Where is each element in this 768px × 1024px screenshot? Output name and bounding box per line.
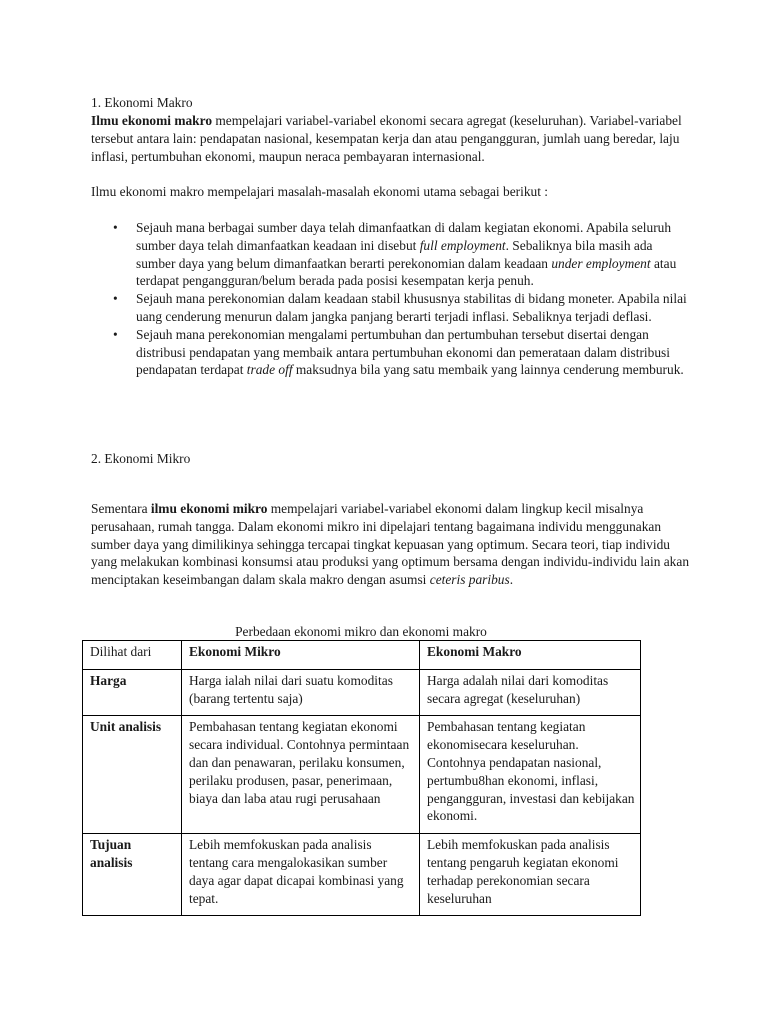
row-header-harga: Harga [83, 669, 182, 716]
term-ilmu-ekonomi-makro: Ilmu ekonomi makro [91, 113, 213, 128]
section-2-paragraph: Sementara ilmu ekonomi mikro mempelajari variabel-variabel ekonomi dalam lingkup kecil misalnya perusahaan, rumah tangga. Dalam ekonomi mikro ini dipelajari tentang bagaimana individu menggunakan sumber daya yang dimilikinya sehingga tercapai tingkat kepuasan yang optimum. Secara teori, tiap individu yang melakukan kombinasi konsumsi atau produksi yang optimum bersama dengan individu-individu lain akan menciptakan keseimbangan dalam skala makro dengan asumsi ceteris paribus. [91, 501, 690, 588]
list-item: • Sejauh mana perekonomian mengalami pertumbuhan dan pertumbuhan tersebut disertai dengan distribusi pendapatan yang membaik antara pertumbuhan ekonomi dan pemerataan dalam distribusi pendapatan terdapat trade off maksudnya bila yang satu membaik yang lainnya cenderung memburuk. [113, 326, 684, 378]
table-cell: Harga adalah nilai dari komoditas secara agregat (keseluruhan) [420, 669, 641, 716]
bullet-icon: • [113, 326, 118, 342]
table-row [83, 669, 641, 716]
section-1-intro: Ilmu ekonomi makro mempelajari variabel-variabel ekonomi secara agregat (keseluruhan). Variabel-variabel tersebut antara lain: pendapatan nasional, kesempatan kerja dan atau pengangguran, jumlah uang beredar, laju inflasi, pertumbuhan ekonomi, maupun neraca pembayaran internasional. [91, 113, 682, 164]
column-header-dilihat-dari: Dilihat dari [83, 641, 182, 670]
table-caption: Perbedaan ekonomi mikro dan ekonomi makro [235, 624, 487, 639]
section-1-intro-2: Ilmu ekonomi makro mempelajari masalah-masalah ekonomi utama sebagai berikut : [91, 184, 548, 199]
macro-problems-list [91, 219, 691, 379]
term-ilmu-ekonomi-mikro: ilmu ekonomi mikro [150, 501, 268, 516]
bullet-icon: • [113, 291, 118, 307]
table-row [83, 834, 641, 916]
table-header-row [83, 641, 641, 670]
table-cell: Lebih memfokuskan pada analisis tentang pengaruh kegiatan ekonomi terhadap perekonomian secara keseluruhan [420, 834, 641, 916]
row-header-unit-analisis: Unit analisis [83, 716, 182, 834]
table-cell: Lebih memfokuskan pada analisis tentang cara mengalokasikan sumber daya agar dapat dicapai kombinasi yang tepat. [182, 834, 420, 916]
list-item: • Sejauh mana perekonomian dalam keadaan stabil khususnya stabilitas di bidang moneter. Apabila nilai uang cenderung menurun dalam jangka panjang berarti terjadi inflasi. Sebaliknya terjadi deflasi. [113, 291, 687, 324]
comparison-table [82, 640, 641, 916]
table-cell: Pembahasan tentang kegiatan ekonomi secara individual. Contohnya permintaan dan dan penawaran, perilaku konsumen, perilaku produsen, pasar, penerimaan, biaya dan laba atau rugi perusahaan [182, 716, 420, 834]
list-item: • Sejauh mana berbagai sumber daya telah dimanfaatkan di dalam kegiatan ekonomi. Apabila seluruh sumber daya telah dimanfaatkan keadaan ini disebut full employment. Sebaliknya bila masih ada sumber daya yang belum dimanfaatkan berarti perekonomian dalam keadaan under employment atau terdapat pengangguran/belum berada pada posisi kesempatan kerja penuh. [113, 220, 677, 289]
section-1-heading: 1. Ekonomi Makro [91, 95, 193, 110]
section-2-heading: 2. Ekonomi Mikro [91, 451, 191, 466]
column-header-ekonomi-mikro: Ekonomi Mikro [182, 641, 420, 670]
column-header-ekonomi-makro: Ekonomi Makro [420, 641, 641, 670]
table-cell: Pembahasan tentang kegiatan ekonomisecara keseluruhan. Contohnya pendapatan nasional, pertumbu8han ekonomi, inflasi, pengangguran, investasi dan kebijakan ekonomi. [420, 716, 641, 834]
table-cell: Harga ialah nilai dari suatu komoditas (barang tertentu saja) [182, 669, 420, 716]
row-header-tujuan-analisis: Tujuan analisis [83, 834, 182, 916]
table-row [83, 716, 641, 834]
bullet-icon: • [113, 220, 118, 235]
